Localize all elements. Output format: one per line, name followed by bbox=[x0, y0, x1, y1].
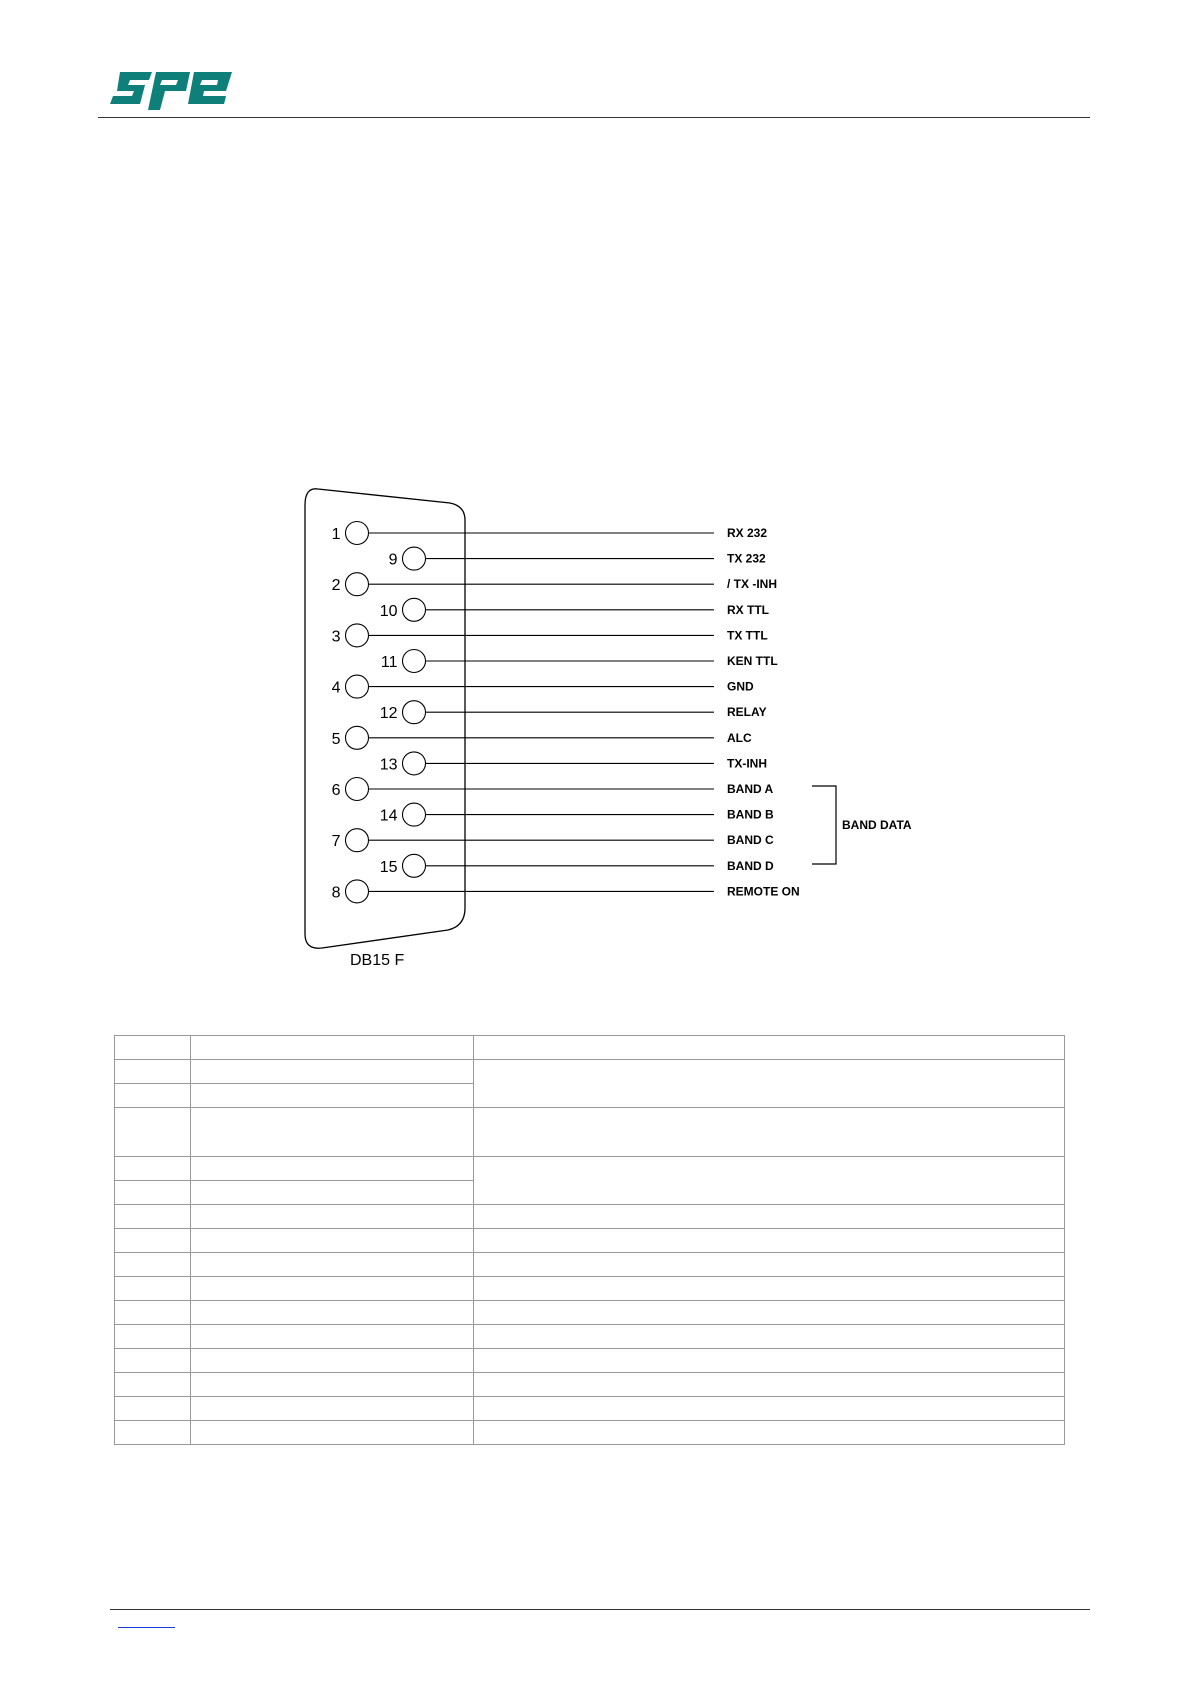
table-cell bbox=[191, 1060, 474, 1084]
pin-number: 8 bbox=[331, 884, 341, 902]
band-data-bracket bbox=[812, 786, 836, 864]
pin-number: 14 bbox=[379, 807, 398, 825]
table-cell bbox=[474, 1421, 1065, 1445]
table-cell bbox=[474, 1277, 1065, 1301]
pin-socket bbox=[403, 650, 426, 673]
table-row bbox=[115, 1253, 1065, 1277]
table-cell bbox=[115, 1421, 191, 1445]
band-data-label: BAND DATA bbox=[842, 818, 912, 832]
table-cell bbox=[115, 1397, 191, 1421]
table-cell bbox=[191, 1325, 474, 1349]
table-cell bbox=[191, 1373, 474, 1397]
table-cell bbox=[474, 1229, 1065, 1253]
pin-signal-label: KEN TTL bbox=[727, 654, 778, 668]
pin-signal-label: REMOTE ON bbox=[727, 884, 800, 899]
table-cell bbox=[115, 1253, 191, 1277]
pin-7 bbox=[332, 829, 774, 852]
table-cell bbox=[474, 1108, 1065, 1157]
pin-number: 15 bbox=[379, 858, 398, 876]
table-cell bbox=[115, 1229, 191, 1253]
table-cell bbox=[474, 1253, 1065, 1277]
table-cell bbox=[474, 1301, 1065, 1325]
table-cell bbox=[474, 1205, 1065, 1229]
pin-socket bbox=[403, 701, 426, 724]
table-cell bbox=[115, 1084, 191, 1108]
pin-signal-label: TX-INH bbox=[727, 756, 767, 771]
pin-5 bbox=[332, 726, 752, 749]
table-cell bbox=[115, 1181, 191, 1205]
pin-socket bbox=[346, 624, 369, 647]
pin-2 bbox=[332, 573, 777, 596]
table-cell bbox=[191, 1205, 474, 1229]
pin-assignment-table bbox=[114, 1035, 1065, 1445]
footer-link[interactable] bbox=[118, 1627, 175, 1628]
pin-11 bbox=[381, 650, 778, 673]
table-cell bbox=[115, 1349, 191, 1373]
pin-socket bbox=[403, 547, 426, 570]
pin-socket bbox=[346, 778, 369, 801]
table-cell bbox=[115, 1325, 191, 1349]
table-row bbox=[115, 1060, 1065, 1084]
table-row bbox=[115, 1421, 1065, 1445]
pin-3 bbox=[332, 624, 768, 647]
table-cell bbox=[115, 1157, 191, 1181]
table-row bbox=[115, 1157, 1065, 1181]
pin-number: 10 bbox=[379, 602, 398, 620]
pin-socket bbox=[346, 829, 369, 852]
table-cell bbox=[191, 1349, 474, 1373]
table-row bbox=[115, 1301, 1065, 1325]
pin-number: 2 bbox=[331, 577, 341, 595]
pin-signal-label: TX TTL bbox=[727, 628, 768, 643]
pin-socket bbox=[403, 752, 426, 775]
table-row bbox=[115, 1205, 1065, 1229]
pin-signal-label: BAND C bbox=[727, 833, 774, 848]
table-cell bbox=[474, 1349, 1065, 1373]
table-row bbox=[115, 1229, 1065, 1253]
pin-signal-label: ALC bbox=[727, 730, 752, 745]
table-cell bbox=[115, 1036, 191, 1060]
pin-signal-label: GND bbox=[727, 679, 754, 694]
pin-8 bbox=[332, 880, 800, 903]
table-cell bbox=[474, 1157, 1065, 1205]
footer-divider bbox=[110, 1609, 1090, 1610]
table-cell bbox=[474, 1397, 1065, 1421]
table-cell bbox=[115, 1205, 191, 1229]
table-cell bbox=[115, 1277, 191, 1301]
pin-signal-label: BAND D bbox=[727, 858, 774, 873]
pin-number: 3 bbox=[331, 628, 341, 646]
table-row bbox=[115, 1349, 1065, 1373]
pin-1 bbox=[332, 522, 768, 545]
pin-socket bbox=[403, 854, 426, 877]
table-row bbox=[115, 1325, 1065, 1349]
table-cell bbox=[191, 1084, 474, 1108]
pin-socket bbox=[403, 598, 426, 621]
table-row bbox=[115, 1036, 1065, 1060]
pin-signal-label: BAND B bbox=[727, 807, 774, 822]
pin-number: 13 bbox=[379, 756, 398, 774]
table-cell bbox=[191, 1301, 474, 1325]
pin-socket bbox=[403, 803, 426, 826]
pin-number: 6 bbox=[331, 782, 341, 799]
pin-number: 9 bbox=[388, 551, 398, 569]
table-cell bbox=[191, 1108, 474, 1157]
table-cell bbox=[474, 1325, 1065, 1349]
pin-signal-label: RELAY bbox=[727, 705, 767, 720]
table-cell bbox=[115, 1301, 191, 1325]
table-cell bbox=[191, 1277, 474, 1301]
pin-15 bbox=[380, 854, 774, 877]
table-cell bbox=[191, 1157, 474, 1181]
pin-signal-label: RX 232 bbox=[727, 526, 768, 540]
table-cell bbox=[474, 1036, 1065, 1060]
pin-signal-label: / TX -INH bbox=[727, 577, 777, 592]
table-cell bbox=[191, 1181, 474, 1205]
table-row bbox=[115, 1108, 1065, 1157]
table-cell bbox=[115, 1108, 191, 1157]
table-row bbox=[115, 1277, 1065, 1301]
table-row bbox=[115, 1397, 1065, 1421]
table-cell bbox=[115, 1373, 191, 1397]
pin-signal-label: TX 232 bbox=[727, 551, 766, 566]
table-cell bbox=[191, 1397, 474, 1421]
pin-number: 5 bbox=[331, 730, 341, 748]
table-cell bbox=[191, 1421, 474, 1445]
pin-14 bbox=[380, 803, 774, 826]
pin-4 bbox=[332, 675, 754, 698]
pin-socket bbox=[346, 522, 369, 545]
pin-socket bbox=[346, 880, 369, 903]
pin-12 bbox=[380, 701, 767, 724]
pin-13 bbox=[380, 752, 767, 775]
table-cell bbox=[115, 1060, 191, 1084]
pin-number: 12 bbox=[379, 705, 398, 723]
pin-signal-label: BAND A bbox=[727, 782, 774, 796]
connector-label: DB15 F bbox=[350, 952, 405, 969]
table-cell bbox=[191, 1253, 474, 1277]
pin-socket bbox=[346, 573, 369, 596]
pin-9 bbox=[389, 547, 766, 570]
table-cell bbox=[474, 1060, 1065, 1108]
pin-10 bbox=[380, 598, 769, 621]
pin-number: 4 bbox=[331, 679, 341, 697]
table-row bbox=[115, 1373, 1065, 1397]
pin-socket bbox=[346, 675, 369, 698]
pin-number: 11 bbox=[380, 654, 398, 671]
pin-signal-label: RX TTL bbox=[727, 602, 769, 617]
pin-socket bbox=[346, 726, 369, 749]
table-cell bbox=[191, 1229, 474, 1253]
pin-number: 7 bbox=[331, 833, 341, 851]
pin-number: 1 bbox=[331, 526, 341, 543]
table-cell bbox=[474, 1373, 1065, 1397]
table-cell bbox=[191, 1036, 474, 1060]
pin-6 bbox=[332, 778, 774, 801]
